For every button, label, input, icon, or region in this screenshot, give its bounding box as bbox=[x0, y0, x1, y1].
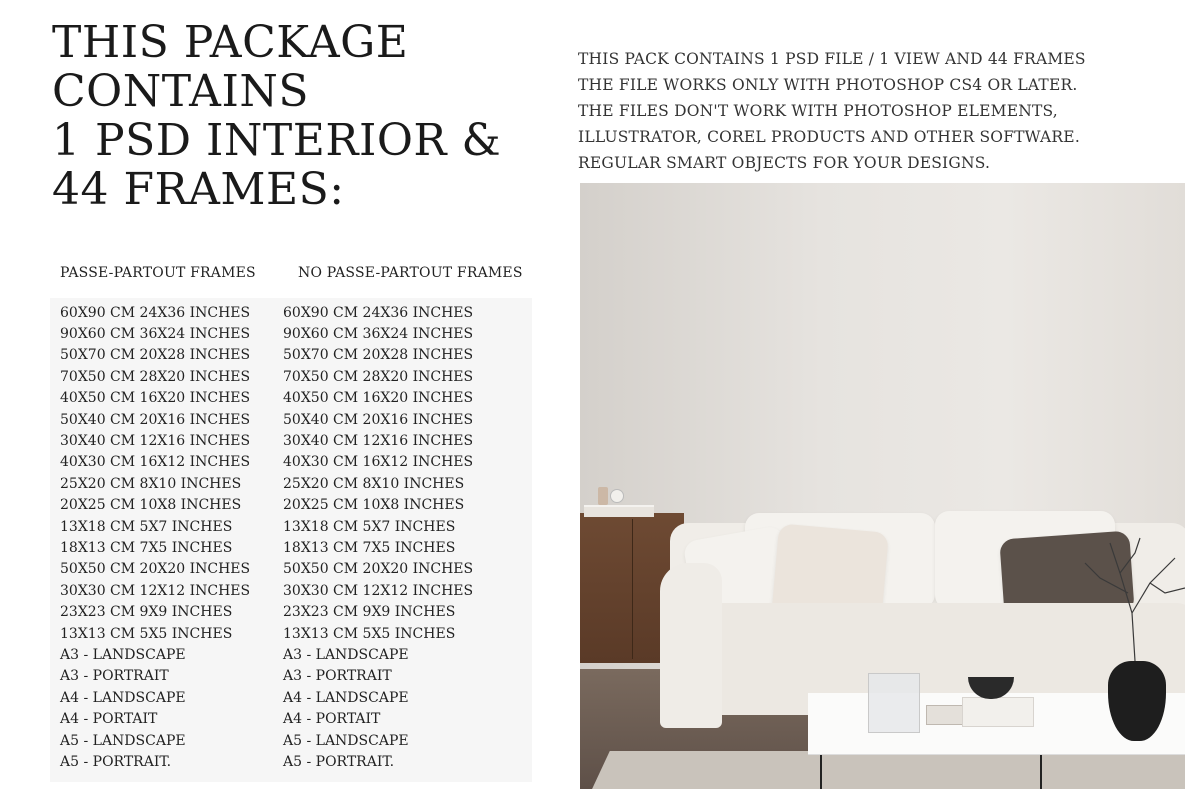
no-passe-partout-size: 40X30 CM 16X12 INCHES bbox=[283, 454, 474, 471]
headline-line: CONTAINS bbox=[52, 66, 309, 117]
table-row bbox=[50, 666, 532, 687]
intro-line: ILLUSTRATOR, COREL PRODUCTS AND OTHER SOFTWARE. bbox=[578, 128, 1080, 146]
no-passe-partout-size: 25X20 CM 8X10 INCHES bbox=[283, 475, 465, 492]
no-passe-partout-size: 50X50 CM 20X20 INCHES bbox=[283, 561, 474, 578]
table-leg bbox=[1040, 755, 1042, 789]
table-row bbox=[50, 559, 532, 580]
no-passe-partout-size: 13X18 CM 5X7 INCHES bbox=[283, 518, 456, 535]
no-passe-partout-size: 70X50 CM 28X20 INCHES bbox=[283, 368, 474, 385]
no-passe-partout-size: A3 - PORTRAIT bbox=[283, 668, 392, 685]
table-row bbox=[50, 452, 532, 473]
passe-partout-size: 50X50 CM 20X20 INCHES bbox=[60, 561, 251, 578]
table-leg bbox=[820, 755, 822, 789]
small-book bbox=[926, 705, 964, 725]
table-row bbox=[50, 751, 532, 772]
col-header-no-passe-partout: NO PASSE-PARTOUT FRAMES bbox=[298, 265, 523, 281]
interior-photo bbox=[580, 183, 1185, 789]
table-row bbox=[50, 644, 532, 665]
table-row bbox=[50, 537, 532, 558]
passe-partout-size: A3 - LANDSCAPE bbox=[60, 646, 186, 663]
table-row bbox=[50, 302, 532, 323]
no-passe-partout-size: A4 - PORTAIT bbox=[283, 711, 381, 728]
passe-partout-size: 18X13 CM 7X5 INCHES bbox=[60, 539, 233, 556]
no-passe-partout-size: A5 - LANDSCAPE bbox=[283, 732, 409, 749]
cabinet-books bbox=[584, 505, 654, 517]
headline-line: 1 PSD INTERIOR & bbox=[52, 115, 502, 166]
passe-partout-size: A4 - PORTAIT bbox=[60, 711, 158, 728]
passe-partout-size: A3 - PORTRAIT bbox=[60, 668, 169, 685]
intro-line: THE FILE WORKS ONLY WITH PHOTOSHOP CS4 OR LATER. bbox=[578, 76, 1078, 94]
table-row bbox=[50, 730, 532, 751]
intro-text bbox=[578, 46, 1178, 176]
passe-partout-size: 25X20 CM 8X10 INCHES bbox=[60, 475, 242, 492]
passe-partout-size: 23X23 CM 9X9 INCHES bbox=[60, 604, 233, 621]
passe-partout-size: 20X25 CM 10X8 INCHES bbox=[60, 497, 242, 514]
passe-partout-size: 40X30 CM 16X12 INCHES bbox=[60, 454, 251, 471]
passe-partout-size: A5 - LANDSCAPE bbox=[60, 732, 186, 749]
diffuser-bottle bbox=[598, 487, 608, 505]
no-passe-partout-size: 40X50 CM 16X20 INCHES bbox=[283, 390, 474, 407]
table-row bbox=[50, 687, 532, 708]
no-passe-partout-size: 20X25 CM 10X8 INCHES bbox=[283, 497, 465, 514]
rug bbox=[590, 751, 1185, 789]
table-row bbox=[50, 430, 532, 451]
passe-partout-size: 30X30 CM 12X12 INCHES bbox=[60, 582, 251, 599]
headline-line: 44 FRAMES: bbox=[52, 164, 345, 215]
passe-partout-size: 40X50 CM 16X20 INCHES bbox=[60, 390, 251, 407]
headline-line: THIS PACKAGE bbox=[52, 17, 409, 68]
passe-partout-size: 13X18 CM 5X7 INCHES bbox=[60, 518, 233, 535]
headline bbox=[52, 18, 522, 214]
passe-partout-size: 70X50 CM 28X20 INCHES bbox=[60, 368, 251, 385]
no-passe-partout-size: 60X90 CM 24X36 INCHES bbox=[283, 304, 474, 321]
table-row bbox=[50, 345, 532, 366]
no-passe-partout-size: A4 - LANDSCAPE bbox=[283, 689, 409, 706]
passe-partout-size: 50X70 CM 20X28 INCHES bbox=[60, 347, 251, 364]
no-passe-partout-size: A3 - LANDSCAPE bbox=[283, 646, 409, 663]
sofa-arm bbox=[660, 563, 722, 728]
book-stack bbox=[962, 697, 1034, 727]
table-row bbox=[50, 601, 532, 622]
table-row bbox=[50, 388, 532, 409]
no-passe-partout-size: 90X60 CM 36X24 INCHES bbox=[283, 326, 474, 343]
no-passe-partout-size: 30X40 CM 12X16 INCHES bbox=[283, 433, 474, 450]
no-passe-partout-size: 13X13 CM 5X5 INCHES bbox=[283, 625, 456, 642]
table-body bbox=[50, 298, 532, 782]
intro-line: THIS PACK CONTAINS 1 PSD FILE / 1 VIEW AND 44 FRAMES bbox=[578, 50, 1086, 68]
col-header-passe-partout: PASSE-PARTOUT FRAMES bbox=[60, 265, 256, 281]
no-passe-partout-size: A5 - PORTRAIT. bbox=[283, 753, 395, 770]
passe-partout-size: 90X60 CM 36X24 INCHES bbox=[60, 326, 251, 343]
frames-table bbox=[50, 258, 532, 782]
passe-partout-size: 60X90 CM 24X36 INCHES bbox=[60, 304, 251, 321]
passe-partout-size: A5 - PORTRAIT. bbox=[60, 753, 172, 770]
no-passe-partout-size: 50X40 CM 20X16 INCHES bbox=[283, 411, 474, 428]
table-row bbox=[50, 366, 532, 387]
cabinet-door-line bbox=[632, 519, 633, 659]
table-row bbox=[50, 580, 532, 601]
table-row bbox=[50, 708, 532, 729]
passe-partout-size: 13X13 CM 5X5 INCHES bbox=[60, 625, 233, 642]
no-passe-partout-size: 23X23 CM 9X9 INCHES bbox=[283, 604, 456, 621]
no-passe-partout-size: 30X30 CM 12X12 INCHES bbox=[283, 582, 474, 599]
intro-line: REGULAR SMART OBJECTS FOR YOUR DESIGNS. bbox=[578, 154, 991, 172]
no-passe-partout-size: 50X70 CM 20X28 INCHES bbox=[283, 347, 474, 364]
table-row bbox=[50, 623, 532, 644]
table-row bbox=[50, 473, 532, 494]
table-row bbox=[50, 323, 532, 344]
table-row bbox=[50, 516, 532, 537]
passe-partout-size: 30X40 CM 12X16 INCHES bbox=[60, 433, 251, 450]
no-passe-partout-size: 18X13 CM 7X5 INCHES bbox=[283, 539, 456, 556]
intro-line: THE FILES DON'T WORK WITH PHOTOSHOP ELEMENTS, bbox=[578, 102, 1058, 120]
table-row bbox=[50, 409, 532, 430]
glass-object bbox=[868, 673, 920, 733]
table-header bbox=[50, 258, 532, 288]
branches bbox=[1080, 533, 1185, 663]
table-row bbox=[50, 495, 532, 516]
passe-partout-size: 50X40 CM 20X16 INCHES bbox=[60, 411, 251, 428]
small-clock bbox=[610, 489, 624, 503]
passe-partout-size: A4 - LANDSCAPE bbox=[60, 689, 186, 706]
